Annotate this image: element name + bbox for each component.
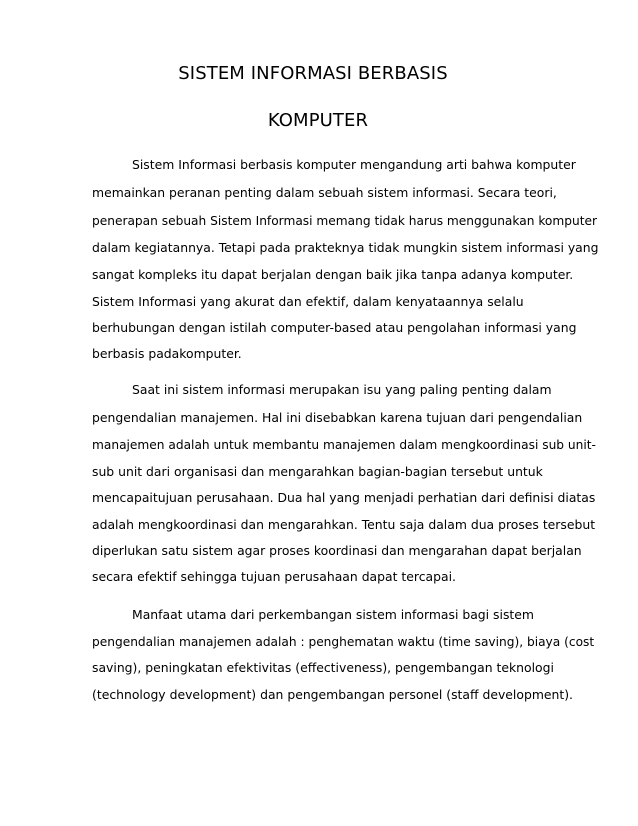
paragraph-2-line: manajemen adalah untuk membantu manajemen dalam mengkoordinasi sub unit- [92, 438, 596, 452]
paragraph-1-line: berhubungan dengan istilah computer-based atau pengolahan informasi yang [92, 320, 577, 335]
paragraph-2-line: mencapaitujuan perusahaan. Dua hal yang menjadi perhatian dari definisi diatas [92, 490, 596, 505]
paragraph-1-line: berbasis padakomputer. [92, 346, 242, 361]
paragraph-1-line: Sistem Informasi yang akurat dan efektif, dalam kenyataannya selalu [92, 294, 524, 309]
paragraph-2-line: adalah mengkoordinasi dan mengarahkan. Tentu saja dalam dua proses tersebut [92, 517, 596, 532]
paragraph-1-line: Sistem Informasi berbasis komputer mengandung arti bahwa komputer [132, 157, 576, 172]
paragraph-1-line: dalam kegiatannya. Tetapi pada prakteknya tidak mungkin sistem informasi yang [92, 240, 599, 255]
document-title-line-2: KOMPUTER [267, 110, 369, 131]
paragraph-1-line: memainkan peranan penting dalam sebuah sistem informasi. Secara teori, [92, 185, 557, 200]
paragraph-3-line: pengendalian manajemen adalah : penghematan waktu (time saving), biaya (cost [92, 635, 595, 649]
paragraph-2-line: diperlukan satu sistem agar proses koordinasi dan mengarahan dapat berjalan [92, 543, 582, 558]
paragraph-3-line: saving), peningkatan efektivitas (effectiveness), pengembangan teknologi [92, 660, 554, 675]
paragraph-2-line: pengendalian manajemen. Hal ini disebabkan karena tujuan dari pengendalian [92, 410, 583, 425]
paragraph-1-line: penerapan sebuah Sistem Informasi memang tidak harus menggunakan komputer [92, 214, 598, 228]
paragraph-2-line: secara efektif sehingga tujuan perusahaan dapat tercapai. [92, 569, 456, 584]
paragraph-3-line: (technology development) dan pengembangan personel (staff development). [92, 687, 573, 702]
paragraph-3-line: Manfaat utama dari perkembangan sistem informasi bagi sistem [132, 607, 534, 622]
document-title-line-1: SISTEM INFORMASI BERBASIS [178, 63, 448, 84]
paragraph-1-line: sangat kompleks itu dapat berjalan dengan baik jika tanpa adanya komputer. [92, 267, 574, 282]
paragraph-2-line: sub unit dari organisasi dan mengarahkan bagian-bagian tersebut untuk [92, 464, 543, 479]
paragraph-2-line: Saat ini sistem informasi merupakan isu yang paling penting dalam [132, 382, 552, 397]
